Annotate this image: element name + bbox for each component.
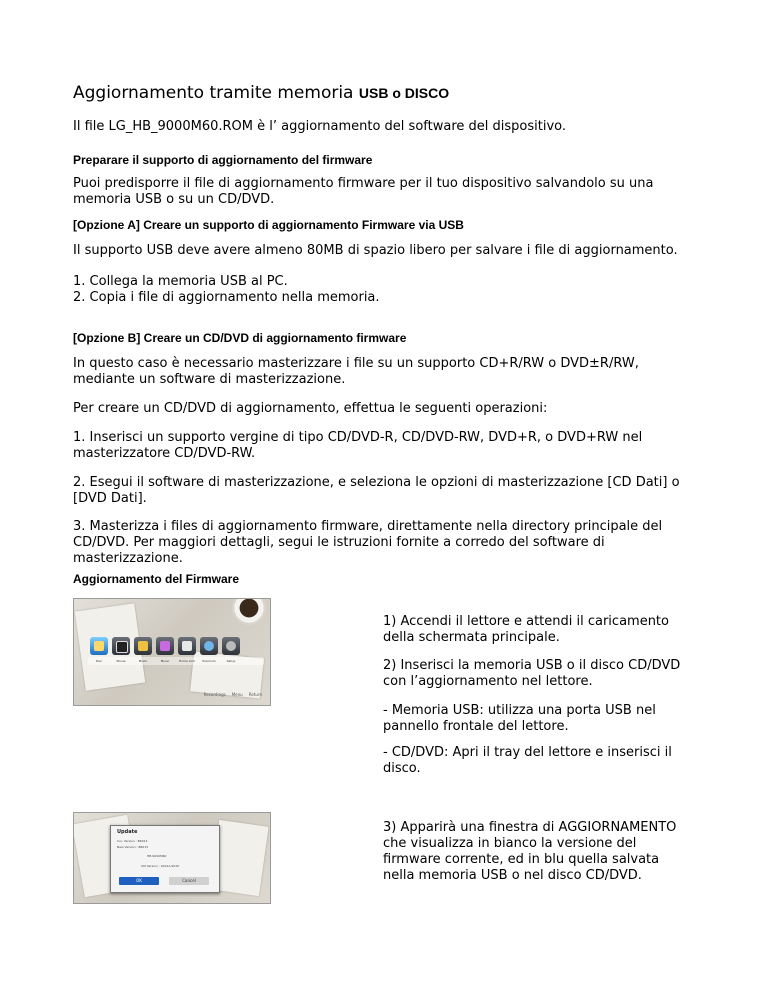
menu-label: Disc	[95, 659, 103, 663]
option-a-step-2: 2. Copia i file di aggiornamento nella memoria.	[73, 290, 380, 305]
option-a-heading: [Opzione A] Creare un supporto di aggiornamento Firmware via USB	[73, 218, 464, 232]
menu-label: Movie	[116, 659, 126, 663]
usb-note: - Memoria USB: utilizza una porta USB nel pannello frontale del lettore.	[383, 703, 656, 734]
premium-icon	[200, 637, 218, 655]
model-name: HB-9000M60	[147, 854, 167, 858]
menu-label: Photo	[138, 659, 148, 663]
option-b-step-1: 1. Inserisci un supporto vergine di tipo CD/DVD-R, CD/DVD-RW, DVD+R, o DVD+RW nel masterizzatore CD/DVD-RW.	[73, 430, 643, 461]
section-prepare-text: Puoi predisporre il file di aggiornamento firmware per il tuo dispositivo salvandolo su una memoria USB o su un CD/DVD.	[73, 176, 654, 207]
firmware-update-heading: Aggiornamento del Firmware	[73, 572, 240, 586]
firmware-step-2: 2) Inserisci la memoria USB o il disco CD/DVD con l’aggiornamento nel lettore.	[383, 658, 681, 689]
photo-icon	[134, 637, 152, 655]
option-a-text: Il supporto USB deve avere almeno 80MB di spazio libero per salvare i file di aggiornamento.	[73, 243, 678, 258]
firmware-step-1: 1) Accendi il lettore e attendi il caricamento della schermata principale.	[383, 614, 669, 645]
page-title	[73, 83, 698, 103]
hint-label: Recordings	[203, 692, 226, 697]
update-dialog-screenshot	[73, 812, 271, 904]
remote-hints	[204, 692, 262, 697]
home-link-icon	[178, 637, 196, 655]
new-version: New Version : B6015	[117, 845, 149, 849]
option-b-heading: [Opzione B] Creare un CD/DVD di aggiornamento firmware	[73, 331, 407, 345]
menu-label: Setup	[226, 659, 236, 663]
home-menu-labels	[90, 659, 240, 663]
option-a-step-1: 1. Collega la memoria USB al PC.	[73, 274, 288, 289]
option-b-step-3: 3. Masterizza i files di aggiornamento firmware, direttamente nella directory principale del CD/DVD. Per maggiori dettagli, segui le istruzioni fornite a corredo del software di masterizzazione.	[73, 519, 663, 566]
music-icon	[156, 637, 174, 655]
ok-button[interactable]: OK	[119, 877, 159, 885]
option-b-text: In questo caso è necessario masterizzare i file su un supporto CD+R/RW o DVD±R/RW, mediante un software di masterizzazione.	[73, 356, 639, 387]
coffee-cup-icon	[232, 598, 266, 625]
disc-note: - CD/DVD: Apri il tray del lettore e inserisci il disco.	[383, 745, 672, 776]
current-version: Cur. Version : B6014	[117, 839, 148, 843]
hint-label: Menu	[231, 692, 243, 697]
firmware-step-3: 3) Apparirà una finestra di AGGIORNAMENTO che visualizza in bianco la versione del firmware corrente, ed in blu quella salvata nella memoria USB o nel disco CD/DVD.	[383, 820, 677, 883]
option-b-intro: Per creare un CD/DVD di aggiornamento, effettua le seguenti operazioni:	[73, 401, 548, 416]
section-prepare-heading: Preparare il supporto di aggiornamento del firmware	[73, 153, 373, 167]
title-main: Aggiornamento tramite memoria	[73, 83, 359, 103]
update-dialog	[110, 825, 220, 893]
disc-icon	[90, 637, 108, 655]
cancel-button[interactable]: Cancel	[169, 877, 209, 885]
hint-label: Return	[248, 692, 262, 697]
movie-icon	[112, 637, 130, 655]
option-b-step-2: 2. Esegui il software di masterizzazione, e seleziona le opzioni di masterizzazione [CD Dati] o [DVD Dati].	[73, 475, 680, 506]
home-screen-screenshot	[73, 598, 271, 706]
intro-text: Il file LG_HB_9000M60.ROM è l’ aggiornamento del software del dispositivo.	[73, 119, 566, 134]
menu-label: Premium	[202, 659, 216, 663]
home-menu-icons	[90, 637, 240, 655]
menu-label: Music	[160, 659, 170, 663]
title-bold: USB o DISCO	[358, 85, 450, 101]
menu-label: Home Link	[179, 659, 195, 663]
dialog-title: Update	[117, 829, 138, 835]
setup-icon	[222, 637, 240, 655]
firmware-version: UM Version : 9012A.9019	[141, 864, 179, 868]
